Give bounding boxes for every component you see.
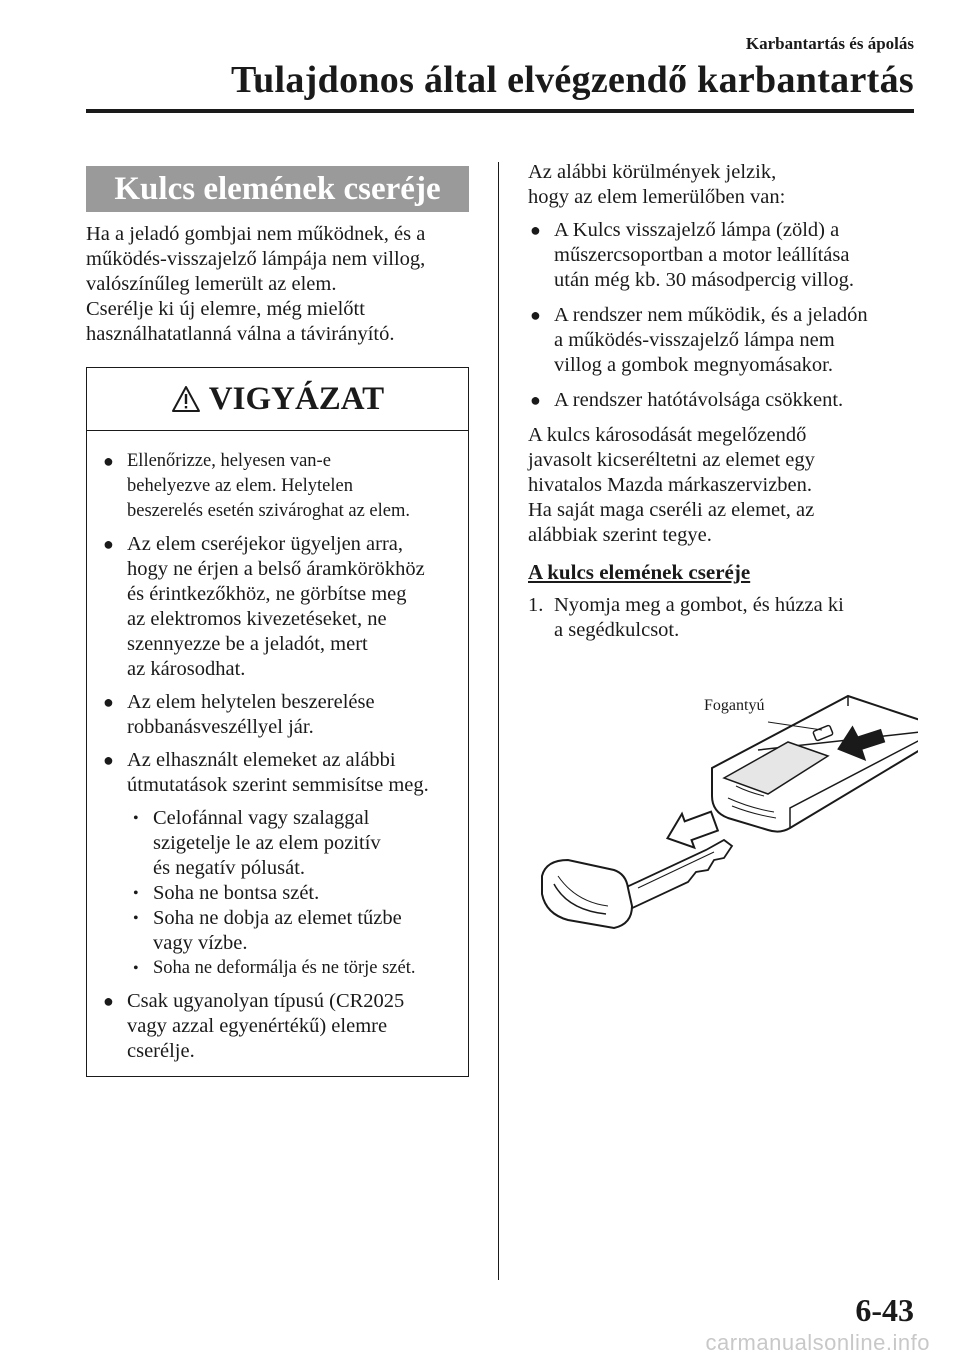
text-line: A rendszer nem működik, és a jeladón — [554, 304, 868, 326]
text-line: hivatalos Mazda márkaszervizben. — [528, 474, 813, 496]
right-column — [528, 160, 918, 643]
text-line: Cserélje ki új elemre, még mielőtt — [86, 298, 365, 320]
sub-list-item — [127, 906, 454, 956]
sub-list-item — [127, 881, 454, 906]
warning-triangle-icon — [171, 385, 201, 413]
bullet-icon: ● — [103, 451, 114, 471]
text-line: Csak ugyanolyan típusú (CR2025 — [127, 990, 405, 1012]
disposal-sub-list — [127, 806, 454, 981]
text-line: alábbiak szerint tegye. — [528, 524, 712, 546]
bullet-icon: • — [133, 960, 139, 977]
watermark: carmanualsonline.info — [705, 1330, 930, 1355]
key-illustration — [528, 680, 918, 950]
procedure-step — [528, 593, 918, 643]
text-line: működés-visszajelző lámpája nem villog, — [86, 248, 426, 270]
text-line: vagy vízbe. — [153, 932, 248, 954]
text-line: Soha ne bontsa szét. — [153, 882, 320, 904]
symptom-list — [528, 218, 918, 413]
bullet-icon: • — [133, 910, 139, 927]
text-line: Nyomja meg a gombot, és húzza ki — [554, 594, 844, 616]
warning-list — [87, 431, 468, 1064]
text-line: az elektromos kivezetéseket, ne — [127, 608, 387, 630]
symptom-item — [528, 388, 918, 413]
text-line: beszerelés esetén szivároghat az elem. — [127, 501, 411, 521]
text-line: szennyezze be a jeladót, mert — [127, 633, 368, 655]
intro-paragraph — [86, 222, 469, 347]
text-line: szigetelje le az elem pozitív — [153, 832, 381, 854]
sub-list-item — [127, 956, 454, 981]
text-line: után még kb. 30 másodpercig villog. — [554, 269, 855, 291]
text-line: villog a gombok megnyomásakor. — [554, 354, 833, 376]
symptoms-intro — [528, 160, 918, 210]
warning-item — [99, 532, 454, 682]
text-line: valószínűleg lemerült az elem. — [86, 273, 337, 295]
text-line: hogy az elem lemerülőben van: — [528, 186, 786, 208]
bullet-icon: ● — [103, 534, 114, 554]
left-column — [86, 166, 469, 1077]
text-line: cserélje. — [127, 1040, 195, 1062]
running-header-section: Karbantartás és ápolás — [745, 34, 914, 53]
figure-label-handle: Fogantyú — [704, 697, 765, 714]
text-line: vagy azzal egyenértékű) elemre — [127, 1015, 388, 1037]
bullet-icon: • — [133, 810, 139, 827]
text-line: és érintkezőkhöz, ne görbítse meg — [127, 583, 407, 605]
bullet-icon: ● — [103, 750, 114, 770]
text-line: a segédkulcsot. — [554, 619, 680, 641]
text-line: Ha saját maga cseréli az elemet, az — [528, 499, 815, 521]
text-line: A kulcs károsodását megelőzendő — [528, 424, 807, 446]
sub-list-item — [127, 806, 454, 881]
bullet-icon: ● — [103, 991, 114, 1011]
key-illustration-svg — [528, 680, 918, 950]
text-line: és negatív pólusát. — [153, 857, 306, 879]
text-line: Az elem cseréjekor ügyeljen arra, — [127, 533, 404, 555]
section-banner: Kulcs elemének cseréje — [86, 166, 469, 212]
text-line: az károsodhat. — [127, 658, 246, 680]
text-line: használhatatlanná válna a távirányító. — [86, 323, 395, 345]
bullet-icon: ● — [530, 305, 541, 325]
advice-paragraph — [528, 423, 918, 548]
text-line: Ellenőrizze, helyesen van-e — [127, 451, 331, 471]
text-line: Soha ne dobja az elemet tűzbe — [153, 907, 402, 929]
text-line: A rendszer hatótávolsága csökkent. — [554, 389, 844, 411]
warning-item — [99, 449, 454, 524]
text-line: javasolt kicseréltetni az elemet egy — [528, 449, 815, 471]
bullet-icon: • — [133, 885, 139, 902]
procedure-heading: A kulcs elemének cseréje — [528, 560, 751, 584]
warning-header — [87, 368, 468, 431]
text-line: robbanásveszéllyel jár. — [127, 716, 314, 738]
step-number: 1. — [528, 594, 544, 616]
text-line: műszercsoportban a motor leállítása — [554, 244, 850, 266]
warning-item — [99, 748, 454, 981]
text-line: Ha a jeladó gombjai nem működnek, és a — [86, 223, 426, 245]
symptom-item — [528, 218, 918, 293]
text-line: Az elhasznált elemeket az alábbi — [127, 749, 396, 771]
bullet-icon: ● — [530, 390, 541, 410]
header-rule — [86, 109, 914, 113]
running-header-title: Tulajdonos által elvégzendő karbantartás — [230, 59, 914, 101]
text-line: Soha ne deformálja és ne törje szét. — [153, 958, 416, 978]
text-line: A Kulcs visszajelző lámpa (zöld) a — [554, 219, 840, 241]
text-line: útmutatások szerint semmisítse meg. — [127, 774, 429, 796]
text-line: a működés-visszajelző lámpa nem — [554, 329, 835, 351]
text-line: hogy ne érjen a belső áramkörökhöz — [127, 558, 425, 580]
warning-box — [86, 367, 469, 1077]
text-line: Az alábbi körülmények jelzik, — [528, 161, 777, 183]
text-line: Celofánnal vagy szalaggal — [153, 807, 370, 829]
warning-item — [99, 690, 454, 740]
text-line: Az elem helytelen beszerelése — [127, 691, 375, 713]
symptom-item — [528, 303, 918, 378]
text-line: behelyezve az elem. Helytelen — [127, 476, 353, 496]
column-divider — [498, 162, 499, 1280]
warning-item — [99, 989, 454, 1064]
bullet-icon: ● — [103, 692, 114, 712]
page-number: 6-43 — [855, 1292, 914, 1328]
warning-title: VIGYÁZAT — [208, 380, 385, 417]
bullet-icon: ● — [530, 220, 541, 240]
